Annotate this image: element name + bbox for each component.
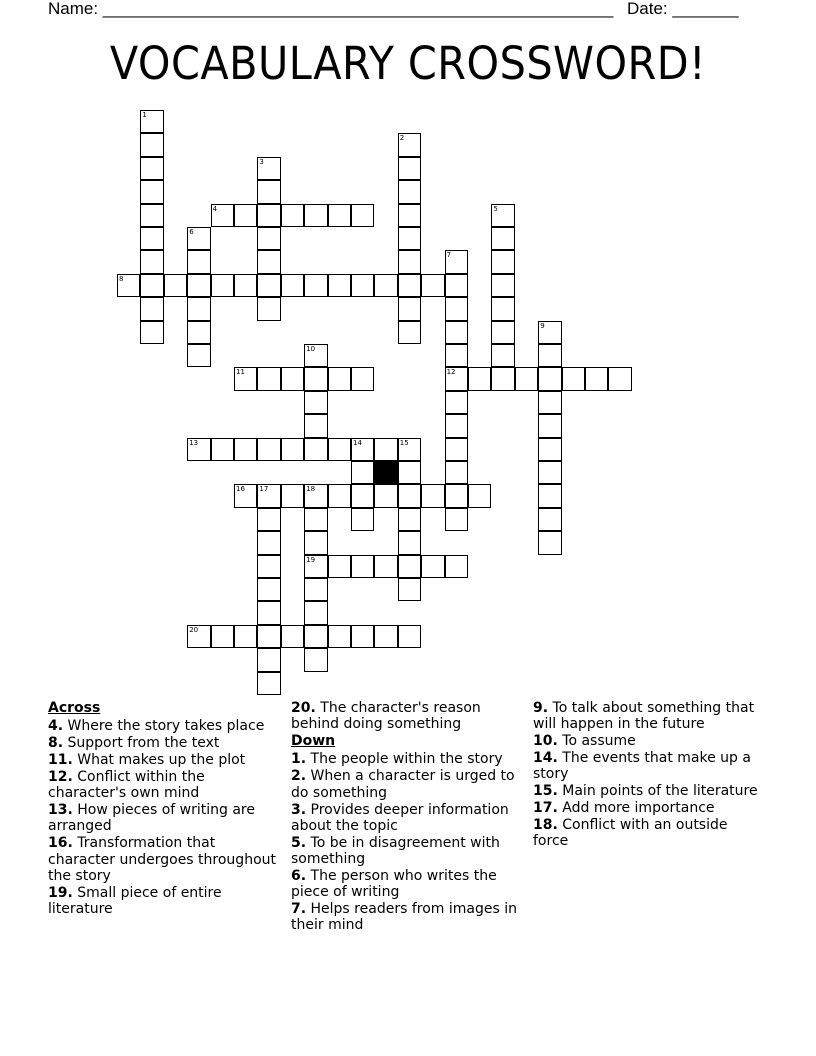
grid-cell[interactable] xyxy=(140,227,163,250)
down-clue-10: 10. To assume xyxy=(533,733,636,750)
grid-cell[interactable] xyxy=(187,274,210,297)
grid-cell[interactable] xyxy=(445,250,468,273)
grid-cell[interactable] xyxy=(468,367,491,390)
grid-cell[interactable] xyxy=(328,274,351,297)
grid-cell[interactable] xyxy=(445,297,468,320)
grid-cell[interactable] xyxy=(140,250,163,273)
grid-cell[interactable] xyxy=(281,367,304,390)
grid-cell[interactable] xyxy=(538,321,561,344)
grid-cell[interactable] xyxy=(257,367,280,390)
clue-number: 19 xyxy=(306,555,316,564)
clue-number: 20 xyxy=(189,625,199,634)
clue-number: 5 xyxy=(493,204,498,213)
clues-column-3 xyxy=(533,700,765,850)
grid-cell[interactable] xyxy=(585,367,608,390)
grid-cell[interactable] xyxy=(398,321,421,344)
grid-cell[interactable] xyxy=(304,274,327,297)
grid-cell[interactable] xyxy=(421,484,444,507)
grid-cell[interactable] xyxy=(234,484,257,507)
grid-cell[interactable] xyxy=(211,204,234,227)
clues-column-1 xyxy=(48,700,280,918)
grid-cell[interactable] xyxy=(304,601,327,624)
across-clue-16: 16. Transformation that character undergoes throughout the story xyxy=(48,835,276,884)
grid-cell[interactable] xyxy=(445,508,468,531)
grid-cell[interactable] xyxy=(257,438,280,461)
clue-number: 17 xyxy=(259,485,269,494)
grid-cell[interactable] xyxy=(491,321,514,344)
grid-cell[interactable] xyxy=(140,133,163,156)
page-title: VOCABULARY CROSSWORD! xyxy=(109,37,707,90)
grid-cell[interactable] xyxy=(398,531,421,554)
grid-cell[interactable] xyxy=(187,227,210,250)
grid-cell[interactable] xyxy=(257,250,280,273)
grid-cell[interactable] xyxy=(445,555,468,578)
grid-cell[interactable] xyxy=(351,461,374,484)
grid-cell[interactable] xyxy=(351,555,374,578)
down-clue-17: 17. Add more importance xyxy=(533,800,715,817)
grid-cell[interactable] xyxy=(538,391,561,414)
grid-cell[interactable] xyxy=(304,625,327,648)
grid-cell[interactable] xyxy=(398,250,421,273)
grid-cell[interactable] xyxy=(234,625,257,648)
grid-cell[interactable] xyxy=(398,274,421,297)
clue-number: 4 xyxy=(212,204,218,213)
grid-cell[interactable] xyxy=(234,367,257,390)
grid-cell[interactable] xyxy=(491,367,514,390)
clue-number: 7 xyxy=(446,251,452,260)
grid-cell[interactable] xyxy=(281,438,304,461)
grid-cell[interactable] xyxy=(281,274,304,297)
grid-cell[interactable] xyxy=(234,274,257,297)
grid-cell[interactable] xyxy=(538,484,561,507)
grid-cell[interactable] xyxy=(351,508,374,531)
grid-cell[interactable] xyxy=(281,625,304,648)
date-field: Date: _______ xyxy=(627,0,739,18)
grid-cell[interactable] xyxy=(211,438,234,461)
grid-cell[interactable] xyxy=(538,438,561,461)
grid-cell[interactable] xyxy=(117,274,140,297)
grid-cell[interactable] xyxy=(398,227,421,250)
clue-number: 12 xyxy=(446,368,456,377)
grid-cell[interactable] xyxy=(257,578,280,601)
grid-cell[interactable] xyxy=(538,367,561,390)
grid-cell[interactable] xyxy=(257,484,280,507)
down-clue-7: 7. Helps readers from images in their mind xyxy=(291,901,517,934)
name-field: Name: ______________________________________________________ xyxy=(48,0,614,18)
grid-cell[interactable] xyxy=(328,625,351,648)
black-cell xyxy=(374,461,397,484)
grid-cell[interactable] xyxy=(351,274,374,297)
across-clue-19: 19. Small piece of entire literature xyxy=(48,884,222,918)
grid-cell[interactable] xyxy=(398,555,421,578)
down-clue-2: 2. When a character is urged to do something xyxy=(291,768,515,801)
grid-cell[interactable] xyxy=(445,438,468,461)
across-heading: Across xyxy=(48,700,101,716)
grid-cell[interactable] xyxy=(234,204,257,227)
clue-number: 9 xyxy=(540,321,545,330)
grid-cell[interactable] xyxy=(304,391,327,414)
grid-cell[interactable] xyxy=(491,250,514,273)
grid-cell[interactable] xyxy=(257,531,280,554)
across-clue-4: 4. Where the story takes place xyxy=(48,718,265,735)
grid-cell[interactable] xyxy=(257,555,280,578)
clue-number: 18 xyxy=(306,485,316,494)
grid-cell[interactable] xyxy=(374,555,397,578)
grid-cell[interactable] xyxy=(328,438,351,461)
grid-cell[interactable] xyxy=(328,204,351,227)
grid-cell[interactable] xyxy=(445,414,468,437)
down-clue-1: 1. The people within the story xyxy=(291,751,503,768)
across-clue-11: 11. What makes up the plot xyxy=(48,752,246,769)
grid-cell[interactable] xyxy=(187,438,210,461)
grid-cell[interactable] xyxy=(491,344,514,367)
grid-cell[interactable] xyxy=(257,204,280,227)
grid-cell[interactable] xyxy=(328,555,351,578)
grid-cell[interactable] xyxy=(234,438,257,461)
clue-number: 16 xyxy=(236,485,245,494)
grid-cell[interactable] xyxy=(468,484,491,507)
grid-cell[interactable] xyxy=(351,367,374,390)
grid-cell[interactable] xyxy=(257,180,280,203)
grid-cell[interactable] xyxy=(257,157,280,180)
grid-cell[interactable] xyxy=(538,531,561,554)
down-clue-18: 18. Conflict with an outside force xyxy=(533,817,728,850)
grid-cell[interactable] xyxy=(445,274,468,297)
grid-cell[interactable] xyxy=(187,250,210,273)
grid-cell[interactable] xyxy=(421,274,444,297)
clue-number: 8 xyxy=(119,274,124,283)
grid-cell[interactable] xyxy=(304,344,327,367)
clue-number: 1 xyxy=(142,111,147,119)
down-heading: Down xyxy=(291,733,336,750)
clue-number: 3 xyxy=(259,157,264,166)
grid-cell[interactable] xyxy=(304,555,327,578)
grid-cell[interactable] xyxy=(351,625,374,648)
grid-cell[interactable] xyxy=(374,438,397,461)
grid-cell[interactable] xyxy=(538,414,561,437)
clue-number: 6 xyxy=(189,228,194,236)
grid-cell[interactable] xyxy=(140,180,163,203)
grid-cell[interactable] xyxy=(187,625,210,648)
grid-cell[interactable] xyxy=(304,204,327,227)
grid-cell[interactable] xyxy=(538,344,561,367)
grid-cell[interactable] xyxy=(445,321,468,344)
grid-cell[interactable] xyxy=(351,204,374,227)
down-clue-6: 6. The person who writes the piece of writing xyxy=(291,867,497,901)
grid-cell[interactable] xyxy=(187,297,210,320)
down-clue-9: 9. To talk about something that will happen in the future xyxy=(533,700,755,733)
grid-cell[interactable] xyxy=(445,391,468,414)
grid-cell[interactable] xyxy=(304,438,327,461)
grid-cell[interactable] xyxy=(257,672,280,695)
grid-cell[interactable] xyxy=(257,297,280,320)
grid-cell[interactable] xyxy=(398,625,421,648)
grid-cell[interactable] xyxy=(398,180,421,203)
clue-number: 15 xyxy=(399,438,409,447)
grid-cell[interactable] xyxy=(140,204,163,227)
grid-cell[interactable] xyxy=(304,531,327,554)
grid-cell[interactable] xyxy=(257,648,280,671)
across-clue-12: 12. Conflict within the character's own mind xyxy=(48,768,205,802)
grid-cell[interactable] xyxy=(187,321,210,344)
grid-cell[interactable] xyxy=(538,461,561,484)
grid-cell[interactable] xyxy=(257,227,280,250)
grid-cell[interactable] xyxy=(398,508,421,531)
grid-cell[interactable] xyxy=(140,321,163,344)
grid-cell[interactable] xyxy=(445,461,468,484)
clues-column-2 xyxy=(291,700,523,934)
grid-cell[interactable] xyxy=(351,438,374,461)
grid-cell[interactable] xyxy=(140,157,163,180)
grid-cell[interactable] xyxy=(445,367,468,390)
grid-cell[interactable] xyxy=(164,274,187,297)
across-clue-20: 20. The character's reason behind doing something xyxy=(291,700,481,733)
across-clue-13: 13. How pieces of writing are arranged xyxy=(48,802,255,835)
grid-cell[interactable] xyxy=(374,484,397,507)
down-clue-3: 3. Provides deeper information about the topic xyxy=(291,801,509,834)
grid-cell[interactable] xyxy=(538,508,561,531)
grid-cell[interactable] xyxy=(140,274,163,297)
grid-cell[interactable] xyxy=(304,484,327,507)
grid-cell[interactable] xyxy=(304,648,327,671)
grid-cell[interactable] xyxy=(257,601,280,624)
grid-cell[interactable] xyxy=(140,110,163,133)
grid-cell[interactable] xyxy=(398,297,421,320)
clue-number: 2 xyxy=(399,134,405,143)
grid-cell[interactable] xyxy=(398,204,421,227)
grid-cell[interactable] xyxy=(608,367,631,390)
grid-cell[interactable] xyxy=(211,274,234,297)
grid-cell[interactable] xyxy=(140,297,163,320)
grid-cell[interactable] xyxy=(421,555,444,578)
grid-cell[interactable] xyxy=(515,367,538,390)
grid-cell[interactable] xyxy=(351,484,374,507)
grid-cell[interactable] xyxy=(304,414,327,437)
grid-cell[interactable] xyxy=(398,461,421,484)
clue-number: 10 xyxy=(306,345,316,353)
grid-cell[interactable] xyxy=(398,578,421,601)
grid-cell[interactable] xyxy=(257,625,280,648)
down-clue-15: 15. Main points of the literature xyxy=(533,783,758,800)
grid-cell[interactable] xyxy=(211,625,234,648)
grid-cell[interactable] xyxy=(398,157,421,180)
grid-cell[interactable] xyxy=(304,367,327,390)
down-clue-14: 14. The events that make up a story xyxy=(533,750,751,783)
grid-cell[interactable] xyxy=(491,297,514,320)
across-clue-8: 8. Support from the text xyxy=(48,735,220,752)
down-clue-5: 5. To be in disagreement with something xyxy=(291,834,500,868)
grid-cell[interactable] xyxy=(281,484,304,507)
clue-number: 14 xyxy=(353,438,362,447)
grid-cell[interactable] xyxy=(491,274,514,297)
grid-cell[interactable] xyxy=(491,204,514,227)
grid-cell[interactable] xyxy=(562,367,585,390)
grid-cell[interactable] xyxy=(304,578,327,601)
grid-cell[interactable] xyxy=(445,344,468,367)
grid-cell[interactable] xyxy=(398,438,421,461)
grid-cell[interactable] xyxy=(281,204,304,227)
grid-cell[interactable] xyxy=(304,508,327,531)
grid-cell[interactable] xyxy=(328,367,351,390)
grid-cell[interactable] xyxy=(398,133,421,156)
grid-cell[interactable] xyxy=(257,274,280,297)
grid-cell[interactable] xyxy=(328,484,351,507)
grid-cell[interactable] xyxy=(491,227,514,250)
grid-cell[interactable] xyxy=(374,625,397,648)
grid-cell[interactable] xyxy=(398,484,421,507)
clue-number: 11 xyxy=(236,368,245,377)
grid-cell[interactable] xyxy=(445,484,468,507)
clue-number: 13 xyxy=(189,438,199,447)
grid-cell[interactable] xyxy=(257,508,280,531)
grid-cell[interactable] xyxy=(374,274,397,297)
grid-cell[interactable] xyxy=(187,344,210,367)
